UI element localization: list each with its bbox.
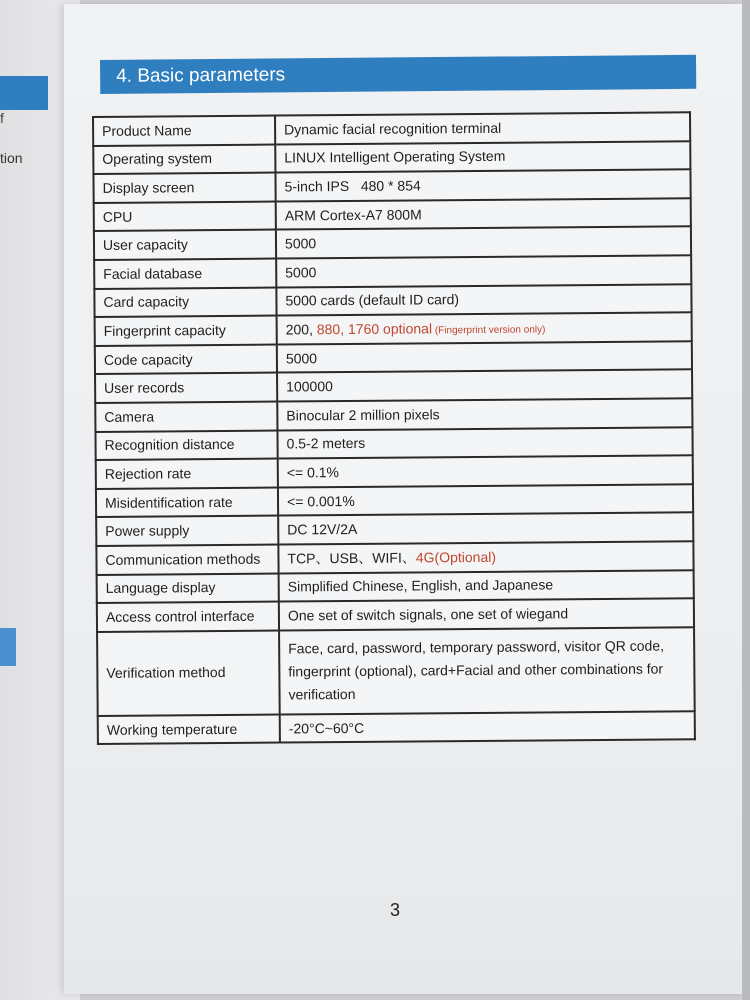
parameter-value: Binocular 2 million pixels: [277, 398, 692, 430]
table-row: [96, 484, 693, 517]
parameter-label: Display screen: [93, 173, 275, 203]
parameter-value: Simplified Chinese, English, and Japanese: [279, 570, 694, 602]
parameter-label: Language display: [97, 573, 279, 603]
parameter-label: Card capacity: [94, 287, 276, 317]
parameter-label: CPU: [94, 201, 276, 231]
value-highlight: 880, 1760 optional: [316, 320, 433, 338]
table-row: [96, 541, 693, 574]
left-page-blue-box: [0, 628, 16, 666]
parameter-label: Operating system: [93, 144, 275, 174]
table-row: [95, 398, 692, 431]
table-row: [93, 112, 690, 145]
parameter-value: <= 0.001%: [278, 484, 693, 516]
parameter-value: Face, card, password, temporary password, visitor QR code, fingerprint (optional), card+Facial and other combinations for verification: [279, 627, 695, 714]
left-page-text-fragment: tion: [0, 150, 23, 166]
parameter-label: Misidentification rate: [96, 487, 278, 517]
left-page-text-fragment: f: [0, 110, 4, 126]
parameter-label: Working temperature: [98, 714, 280, 744]
parameter-value: LINUX Intelligent Operating System: [275, 141, 690, 173]
parameter-label: Power supply: [96, 516, 278, 546]
parameter-value: Dynamic facial recognition terminal: [275, 112, 690, 144]
parameter-label: Product Name: [93, 116, 275, 146]
parameter-value: 5000 cards (default ID card): [276, 284, 691, 316]
parameter-value: 5000: [277, 341, 692, 373]
page-number: 3: [390, 900, 401, 920]
parameter-label: Fingerprint capacity: [95, 316, 277, 346]
value-prefix: TCP、USB、WIFI、: [287, 549, 416, 567]
parameter-value: ARM Cortex-A7 800M: [276, 198, 691, 230]
parameter-value: 100000: [277, 370, 692, 402]
table-row: [95, 341, 692, 374]
value-prefix: 200,: [285, 321, 317, 338]
parameter-label: Recognition distance: [95, 430, 277, 460]
parameter-label: Camera: [95, 401, 277, 431]
parameter-value: -20°C~60°C: [280, 711, 695, 743]
parameter-value: 5000: [276, 255, 691, 287]
table-row: [94, 284, 691, 317]
table-row: [94, 198, 691, 231]
table-row: [95, 427, 692, 460]
parameter-label: Communication methods: [96, 544, 278, 574]
left-page-header-bar: [0, 76, 48, 110]
table-row: [96, 455, 693, 488]
section-title: 4. Basic parameters: [100, 55, 696, 94]
page-edge: [742, 0, 750, 1000]
table-row: [95, 370, 692, 403]
table-row: [97, 598, 694, 631]
parameter-label: User records: [95, 373, 277, 403]
parameter-label: Verification method: [97, 630, 280, 715]
value-note: (Fingerprint version only): [432, 324, 546, 337]
parameter-value: 5000: [276, 227, 691, 259]
parameter-value: 5-inch IPS 480 * 854: [275, 169, 690, 201]
parameter-label: Code capacity: [95, 344, 277, 374]
table-row: [96, 513, 693, 546]
parameter-label: Access control interface: [97, 602, 279, 632]
table-row: [93, 141, 690, 174]
parameter-value: <= 0.1%: [278, 455, 693, 487]
table-row: [98, 711, 695, 744]
parameter-value: [277, 312, 692, 344]
table-row: [94, 227, 691, 260]
parameters-table: [92, 111, 696, 745]
parameter-label: User capacity: [94, 230, 276, 260]
parameter-value: 0.5-2 meters: [277, 427, 692, 459]
parameter-label: Rejection rate: [96, 459, 278, 489]
parameter-label: Facial database: [94, 259, 276, 289]
parameter-value: DC 12V/2A: [278, 513, 693, 545]
parameter-value: [278, 541, 693, 573]
table-row: [97, 627, 695, 716]
table-row: [93, 169, 690, 202]
value-highlight: 4G(Optional): [415, 548, 497, 566]
table-row: [94, 255, 691, 288]
table-row: [95, 312, 692, 345]
parameter-value: One set of switch signals, one set of wiegand: [279, 598, 694, 630]
